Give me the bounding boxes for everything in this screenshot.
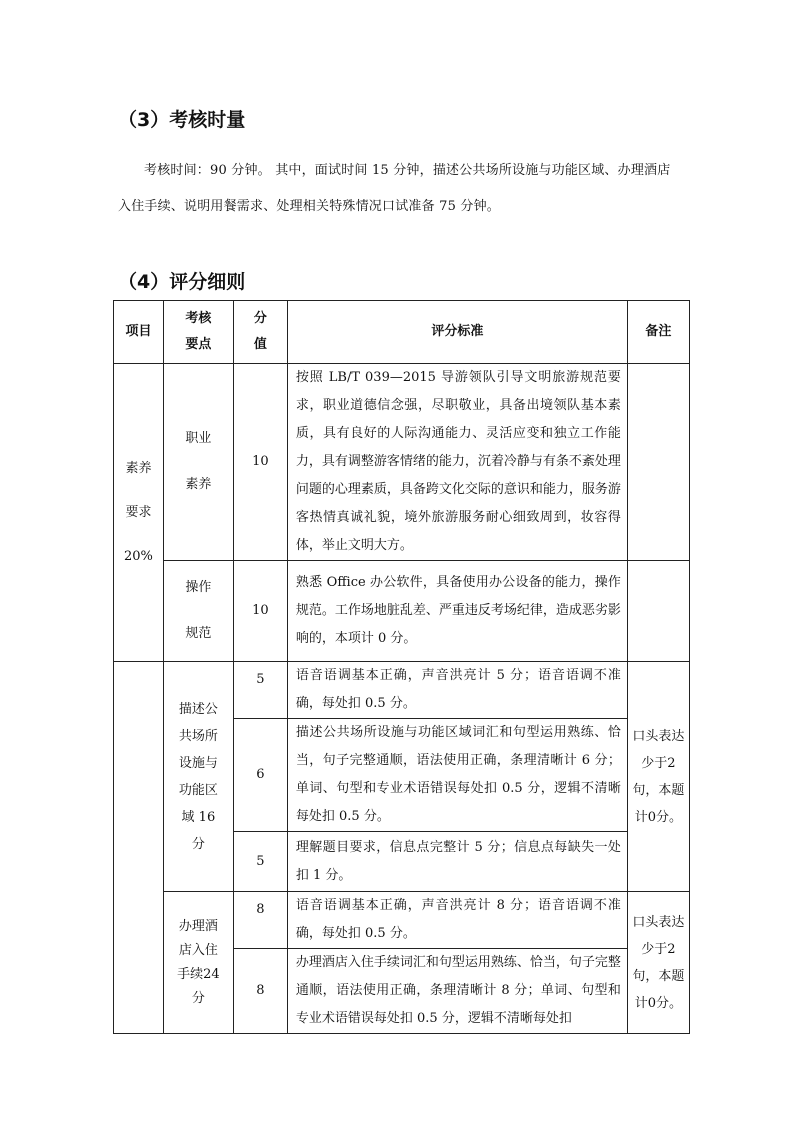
scoring-table [113, 300, 690, 1034]
standard-cell: 描述公共场所设施与功能区域词汇和句型运用熟练、恰当，句子完整通顺，语法使用正确，条理清晰计 6 分；单词、句型和专业术语错误每处扣 0.5 分，逻辑不清晰每处扣 0.5 分。 [287, 719, 627, 832]
category-empty [114, 662, 164, 1034]
section-3-heading: （3）考核时量 [118, 109, 246, 131]
score-cell: 5 [233, 662, 287, 719]
table-row [114, 561, 690, 662]
score-cell: 8 [233, 892, 287, 949]
standard-cell: 语音语调基本正确，声音洪亮计 5 分；语音语调不准确，每处扣 0.5 分。 [287, 662, 627, 719]
note-cell: 口头表达少于2句，本题计0分。 [627, 892, 689, 1034]
table-header-row [114, 301, 690, 364]
table-row [114, 662, 690, 719]
note-cell-empty [627, 561, 689, 662]
standard-cell: 熟悉 Office 办公软件，具备使用办公设备的能力，操作规范。工作场地脏乱差、严重违反考场纪律，造成恶劣影响的，本项计 0 分。 [287, 561, 627, 662]
point-operation: 操作规范 [163, 561, 233, 662]
point-hotel-checkin: 办理酒店入住手续24 分 [163, 892, 233, 1034]
table-row [114, 892, 690, 949]
header-point: 考核要点 [163, 301, 233, 364]
score-cell: 10 [233, 364, 287, 561]
section-4-heading: （4）评分细则 [118, 271, 246, 293]
header-item: 项目 [114, 301, 164, 364]
score-cell: 5 [233, 832, 287, 892]
table-row [114, 364, 690, 561]
score-cell: 6 [233, 719, 287, 832]
standard-cell: 理解题目要求，信息点完整计 5 分；信息点每缺失一处扣 1 分。 [287, 832, 627, 892]
header-standard: 评分标准 [287, 301, 627, 364]
note-cell: 口头表达少于2句，本题计0分。 [627, 662, 689, 892]
point-professional: 职业素养 [163, 364, 233, 561]
score-cell: 10 [233, 561, 287, 662]
score-cell: 8 [233, 949, 287, 1034]
header-score: 分值 [233, 301, 287, 364]
standard-cell: 办理酒店入住手续词汇和句型运用熟练、恰当，句子完整通顺，语法使用正确，条理清晰计 8 分；单词、句型和专业术语错误每处扣 0.5 分，逻辑不清晰每处扣 [287, 949, 627, 1034]
note-cell-empty [627, 364, 689, 561]
point-describe-facilities: 描述公共场所设施与功能区域 16 分 [163, 662, 233, 892]
category-literacy: 素养要求20% [114, 364, 164, 662]
header-note: 备注 [627, 301, 689, 364]
section-3-paragraph: 考核时间：90 分钟。 其中，面试时间 15 分钟，描述公共场所设施与功能区域、办理酒店入住手续、说明用餐需求、处理相关特殊情况口试准备 75 分钟。 [118, 163, 671, 214]
standard-cell: 语音语调基本正确，声音洪亮计 8 分；语音语调不准确，每处扣 0.5 分。 [287, 892, 627, 949]
standard-cell: 按照 LB/T 039—2015 导游领队引导文明旅游规范要求，职业道德信念强，尽职敬业，具备出境领队基本素质，具有良好的人际沟通能力、灵活应变和独立工作能力，具有调整游客情绪的能力，沉着冷静与有条不紊处理问题的心理素质，具备跨文化交际的意识和能力，服务游客热情真诚礼貌，境外旅游服务耐心细致周到，妆容得体，举止文明大方。 [287, 364, 627, 561]
